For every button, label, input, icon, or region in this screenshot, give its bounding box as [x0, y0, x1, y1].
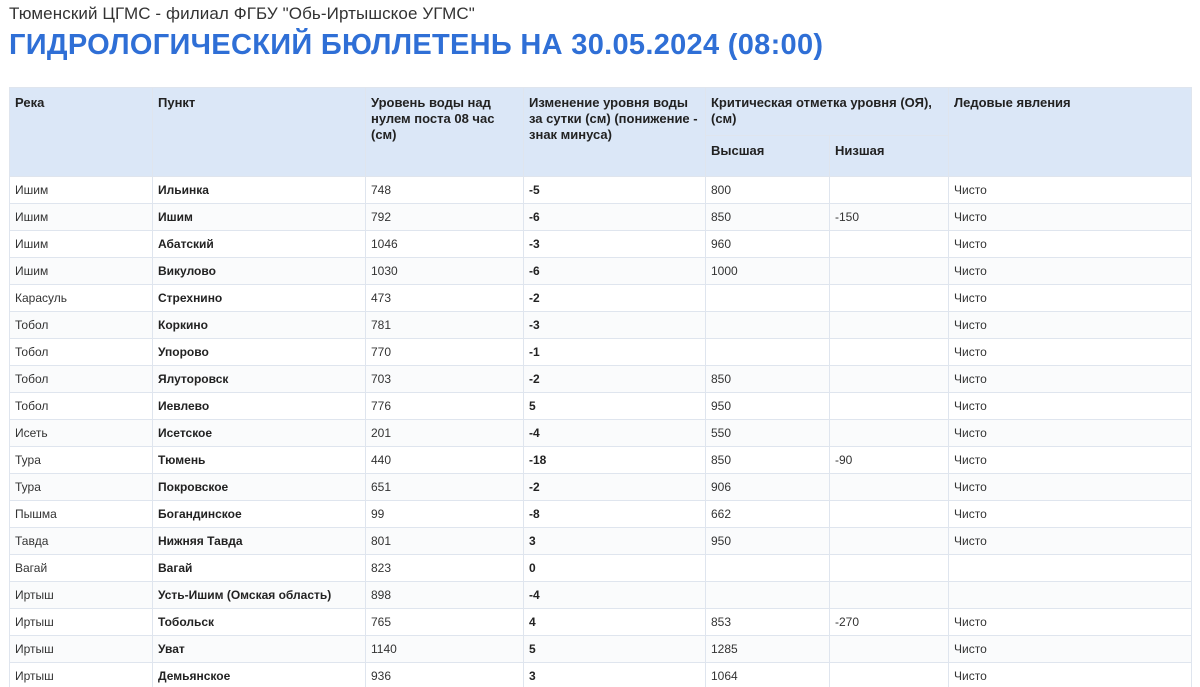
table-row	[10, 420, 1192, 447]
column-header-change: Изменение уровня воды за сутки (см) (понижение - знак минуса)	[524, 88, 706, 177]
cell-point: Иевлево	[153, 393, 366, 420]
cell-critical-low	[830, 636, 949, 663]
cell-critical-low	[830, 258, 949, 285]
hydrology-table	[9, 87, 1192, 687]
cell-critical-high	[706, 312, 830, 339]
cell-change: -2	[524, 474, 706, 501]
cell-point: Коркино	[153, 312, 366, 339]
cell-critical-low	[830, 177, 949, 204]
cell-river: Тавда	[10, 528, 153, 555]
cell-ice: Чисто	[949, 258, 1192, 285]
cell-change: -6	[524, 204, 706, 231]
cell-critical-high	[706, 285, 830, 312]
cell-level: 765	[366, 609, 524, 636]
cell-ice: Чисто	[949, 609, 1192, 636]
cell-ice: Чисто	[949, 663, 1192, 687]
cell-change: -2	[524, 285, 706, 312]
cell-point: Ялуторовск	[153, 366, 366, 393]
cell-level: 99	[366, 501, 524, 528]
cell-critical-low	[830, 393, 949, 420]
cell-critical-low	[830, 312, 949, 339]
cell-change: 5	[524, 393, 706, 420]
cell-river: Исеть	[10, 420, 153, 447]
column-header-ice: Ледовые явления	[949, 88, 1192, 177]
cell-point: Нижняя Тавда	[153, 528, 366, 555]
cell-ice: Чисто	[949, 474, 1192, 501]
cell-change: -4	[524, 420, 706, 447]
cell-change: 3	[524, 528, 706, 555]
cell-critical-high: 906	[706, 474, 830, 501]
table-row	[10, 501, 1192, 528]
cell-critical-low	[830, 474, 949, 501]
cell-ice	[949, 555, 1192, 582]
cell-critical-high: 850	[706, 204, 830, 231]
cell-level: 703	[366, 366, 524, 393]
table-row	[10, 636, 1192, 663]
table-row	[10, 393, 1192, 420]
table-row	[10, 204, 1192, 231]
cell-critical-low	[830, 366, 949, 393]
cell-ice: Чисто	[949, 366, 1192, 393]
cell-critical-high: 950	[706, 528, 830, 555]
cell-critical-high: 853	[706, 609, 830, 636]
cell-critical-high: 1285	[706, 636, 830, 663]
table-row	[10, 663, 1192, 687]
cell-change: -2	[524, 366, 706, 393]
column-header-level: Уровень воды над нулем поста 08 час (см)	[366, 88, 524, 177]
cell-level: 1140	[366, 636, 524, 663]
cell-river: Тобол	[10, 393, 153, 420]
cell-critical-high: 850	[706, 366, 830, 393]
cell-river: Ишим	[10, 231, 153, 258]
cell-point: Покровское	[153, 474, 366, 501]
cell-point: Ишим	[153, 204, 366, 231]
table-row	[10, 474, 1192, 501]
column-header-river: Река	[10, 88, 153, 177]
cell-river: Иртыш	[10, 663, 153, 687]
cell-level: 781	[366, 312, 524, 339]
cell-level: 770	[366, 339, 524, 366]
cell-critical-low	[830, 663, 949, 687]
cell-critical-low: -150	[830, 204, 949, 231]
cell-change: 3	[524, 663, 706, 687]
cell-change: -6	[524, 258, 706, 285]
column-header-point: Пункт	[153, 88, 366, 177]
table-row	[10, 609, 1192, 636]
cell-change: -3	[524, 312, 706, 339]
cell-point: Ильинка	[153, 177, 366, 204]
cell-point: Исетское	[153, 420, 366, 447]
table-row	[10, 555, 1192, 582]
cell-change: 4	[524, 609, 706, 636]
cell-change: -1	[524, 339, 706, 366]
cell-change: -18	[524, 447, 706, 474]
cell-level: 792	[366, 204, 524, 231]
cell-river: Тобол	[10, 339, 153, 366]
cell-critical-low	[830, 528, 949, 555]
cell-critical-high	[706, 339, 830, 366]
cell-ice: Чисто	[949, 447, 1192, 474]
cell-level: 201	[366, 420, 524, 447]
cell-level: 898	[366, 582, 524, 609]
cell-point: Викулово	[153, 258, 366, 285]
cell-river: Карасуль	[10, 285, 153, 312]
cell-point: Тобольск	[153, 609, 366, 636]
cell-change: -5	[524, 177, 706, 204]
cell-point: Упорово	[153, 339, 366, 366]
cell-ice: Чисто	[949, 177, 1192, 204]
cell-river: Тобол	[10, 312, 153, 339]
table-row	[10, 366, 1192, 393]
cell-change: 0	[524, 555, 706, 582]
cell-ice: Чисто	[949, 528, 1192, 555]
table-row	[10, 312, 1192, 339]
cell-river: Ишим	[10, 204, 153, 231]
cell-point: Богандинское	[153, 501, 366, 528]
cell-critical-high: 1064	[706, 663, 830, 687]
table-body	[10, 177, 1192, 687]
cell-ice: Чисто	[949, 231, 1192, 258]
cell-critical-low	[830, 231, 949, 258]
cell-critical-high: 662	[706, 501, 830, 528]
cell-point: Уват	[153, 636, 366, 663]
table-row	[10, 258, 1192, 285]
cell-river: Иртыш	[10, 636, 153, 663]
cell-level: 1030	[366, 258, 524, 285]
cell-ice	[949, 582, 1192, 609]
column-header-critical: Критическая отметка уровня (ОЯ), (см)	[706, 88, 949, 136]
cell-critical-high: 1000	[706, 258, 830, 285]
cell-critical-high: 850	[706, 447, 830, 474]
cell-river: Тура	[10, 447, 153, 474]
table-row	[10, 528, 1192, 555]
cell-ice: Чисто	[949, 501, 1192, 528]
cell-ice: Чисто	[949, 204, 1192, 231]
cell-change: -4	[524, 582, 706, 609]
cell-change: -8	[524, 501, 706, 528]
cell-critical-low	[830, 420, 949, 447]
cell-point: Тюмень	[153, 447, 366, 474]
cell-ice: Чисто	[949, 636, 1192, 663]
organization-name: Тюменский ЦГМС - филиал ФГБУ "Обь-Иртышское УГМС"	[9, 4, 475, 23]
cell-critical-low	[830, 501, 949, 528]
column-header-low: Низшая	[830, 136, 949, 177]
table-row	[10, 231, 1192, 258]
cell-critical-low: -90	[830, 447, 949, 474]
cell-river: Иртыш	[10, 609, 153, 636]
cell-river: Ишим	[10, 177, 153, 204]
column-header-high: Высшая	[706, 136, 830, 177]
cell-critical-high	[706, 582, 830, 609]
cell-level: 748	[366, 177, 524, 204]
cell-point: Демьянское	[153, 663, 366, 687]
cell-change: 5	[524, 636, 706, 663]
cell-critical-low	[830, 339, 949, 366]
cell-level: 651	[366, 474, 524, 501]
table-row	[10, 582, 1192, 609]
cell-level: 936	[366, 663, 524, 687]
cell-river: Вагай	[10, 555, 153, 582]
cell-critical-low: -270	[830, 609, 949, 636]
cell-river: Иртыш	[10, 582, 153, 609]
table-row	[10, 447, 1192, 474]
cell-critical-low	[830, 285, 949, 312]
cell-level: 440	[366, 447, 524, 474]
cell-river: Тура	[10, 474, 153, 501]
cell-critical-high: 960	[706, 231, 830, 258]
cell-ice: Чисто	[949, 339, 1192, 366]
cell-level: 473	[366, 285, 524, 312]
table-row	[10, 177, 1192, 204]
cell-ice: Чисто	[949, 420, 1192, 447]
page-title: ГИДРОЛОГИЧЕСКИЙ БЮЛЛЕТЕНЬ НА 30.05.2024 (08:00)	[9, 29, 824, 61]
cell-change: -3	[524, 231, 706, 258]
cell-point: Вагай	[153, 555, 366, 582]
cell-point: Стрехнино	[153, 285, 366, 312]
cell-level: 776	[366, 393, 524, 420]
cell-level: 801	[366, 528, 524, 555]
cell-ice: Чисто	[949, 393, 1192, 420]
cell-critical-high	[706, 555, 830, 582]
cell-critical-low	[830, 582, 949, 609]
cell-ice: Чисто	[949, 285, 1192, 312]
cell-ice: Чисто	[949, 312, 1192, 339]
table-row	[10, 339, 1192, 366]
cell-critical-low	[830, 555, 949, 582]
cell-critical-high: 800	[706, 177, 830, 204]
cell-point: Абатский	[153, 231, 366, 258]
cell-river: Ишим	[10, 258, 153, 285]
cell-level: 823	[366, 555, 524, 582]
cell-critical-high: 550	[706, 420, 830, 447]
cell-river: Тобол	[10, 366, 153, 393]
cell-level: 1046	[366, 231, 524, 258]
cell-river: Пышма	[10, 501, 153, 528]
cell-critical-high: 950	[706, 393, 830, 420]
table-row	[10, 285, 1192, 312]
table-header	[10, 88, 1192, 177]
cell-point: Усть-Ишим (Омская область)	[153, 582, 366, 609]
